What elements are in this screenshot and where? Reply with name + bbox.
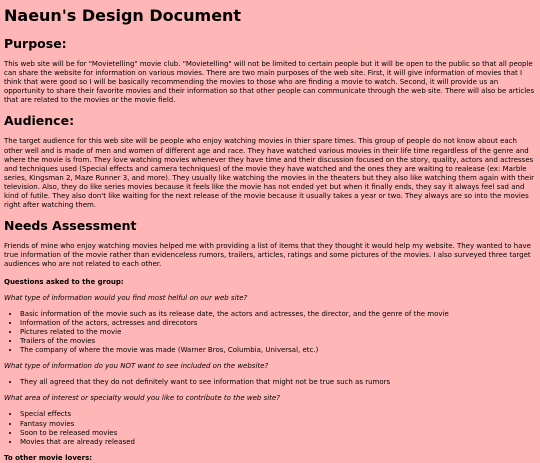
needs-assessment-heading: Needs Assessment	[4, 218, 137, 234]
list-item: • Pictures related to the movie	[20, 328, 536, 337]
question-3: What area of interest or specialty would you like to contribute to the web site?	[4, 394, 280, 403]
list-item: • Fantasy movies	[20, 420, 536, 429]
purpose-heading: Purpose:	[4, 36, 67, 51]
questions-label: Questions asked to the group:	[4, 277, 124, 286]
next-section-label: To other movie lovers:	[4, 453, 93, 462]
audience-text: The target audience for this web site will be people who enjoy watching movies in thier spare times. This group of people do not know about each other well and is made of men and women of different age and race. They have watched various movies in their life time regardless of the genre and where the movie is from. They love watching movies whenever they have time and their discussion focused on the story, quality, actors and actresses and techniques used (Special effects and camera techniques) of the movie they have watched and the ones they are waiting to realease (ex: Marble series, Kingsman 2, Maze Runner 3, and more). They usually like watching the movies in the theaters but they also like watching them again with their television. Also, they do like series movies because it feels like the movie has not ended yet but when it finally ends, they say it always feel sad and kind of futile. They also don't like waiting for the next release of the movie because it usually takes a year or two. They always are so into the movies right after watching them.	[4, 137, 535, 210]
list-item: • The company of where the movie was made (Warner Bros, Columbia, Universal, etc.)	[20, 346, 536, 355]
purpose-text: This web site will be for "Movietelling" movie club. "Movietelling" will not be limited to certain people but it will be open to the public so that all people can share the website for information on various movies. There are two main purposes of the web site. First, it will give information of movies that I think that were good so I will be basically recommending the movies to those who are finding a movie to watch. Second, it will provide us an opportunity to share their favorite movies and their information so that other people can communicate through the web site. There will also be articles that are related to the movies or the movie field.	[4, 60, 535, 105]
page-title: Naeun's Design Document	[4, 6, 242, 25]
needs-intro-text: Friends of mine who enjoy watching movies helped me with providing a list of items that they thought it would help my website. They wanted to have true information of the movie rather than evidenceless rumors, trailers, articles, ratings and some pictures of the movies. I also surveyed three target audiences who are not related to each other.	[4, 242, 531, 269]
question-2: What type of information do you NOT want to see included on the website?	[4, 362, 269, 371]
list-item: • Trailers of the movies	[20, 337, 536, 346]
list-item: • Special effects	[20, 410, 536, 419]
audience-heading: Audience:	[4, 113, 75, 129]
list-item: • They all agreed that they do not definitely want to see information that might not be true such as rumors	[20, 378, 536, 387]
answer-list-1	[4, 310, 536, 355]
list-item: • Basic information of the movie such as its release date, the actors and actresses, the director, and the genre of the movie	[20, 310, 536, 319]
answer-list-3	[4, 410, 536, 446]
answer-list-2	[4, 378, 536, 387]
list-item: • Information of the actors, actresses and direcotors	[20, 319, 536, 328]
question-1: What type of information would you find most helful on our web site?	[4, 293, 248, 302]
list-item: • Soon to be released movies	[20, 429, 536, 438]
list-item: • Movies that are already released	[20, 438, 536, 447]
